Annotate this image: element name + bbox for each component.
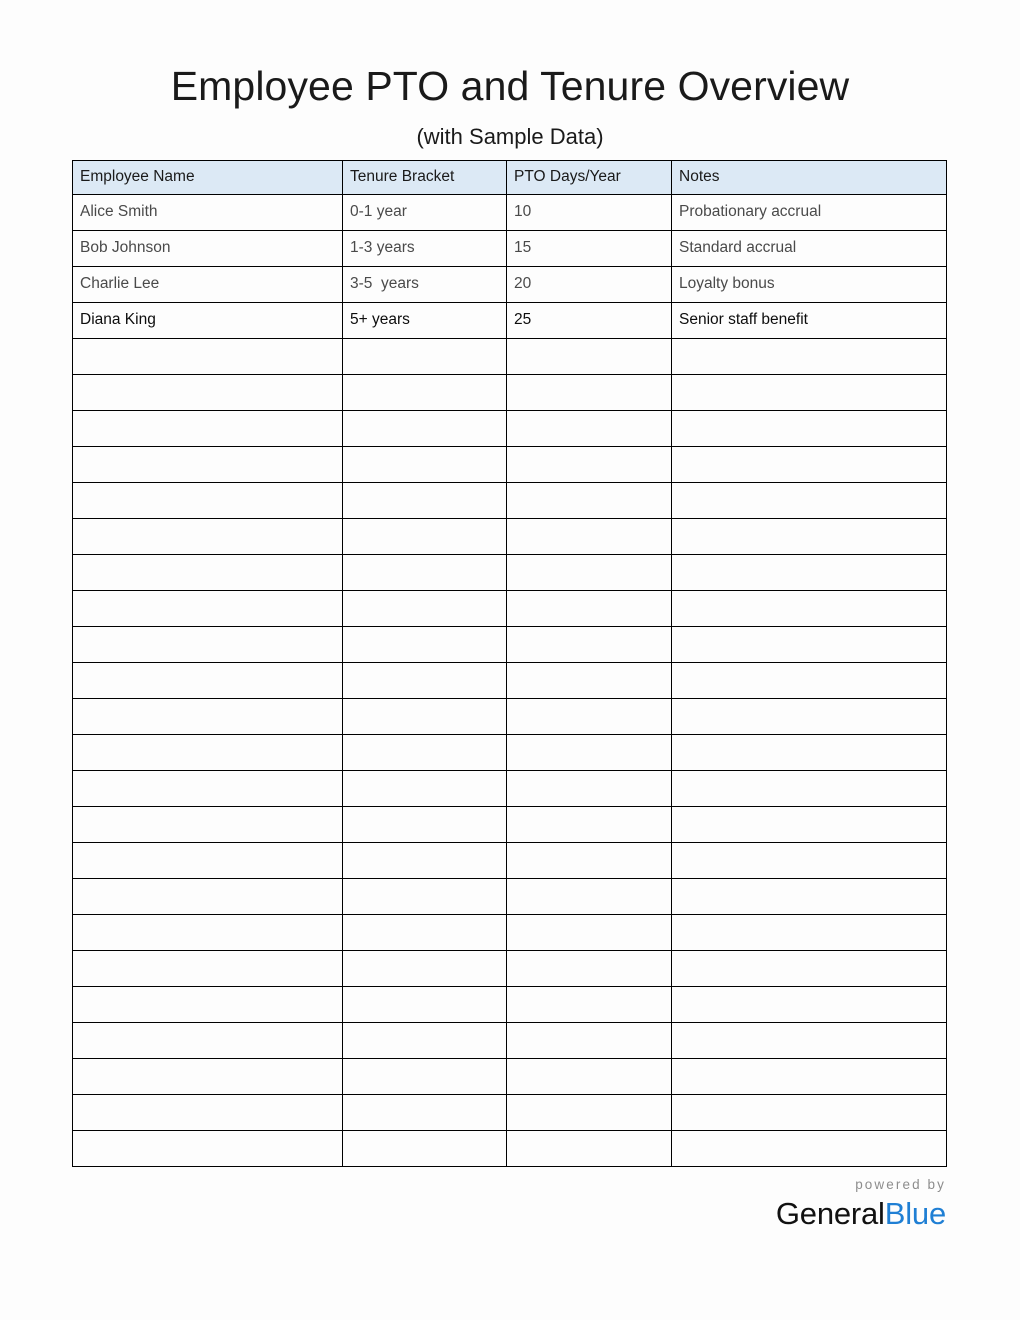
cell-employee_name-empty[interactable] (73, 987, 343, 1023)
cell-notes-empty[interactable] (672, 771, 947, 807)
cell-employee_name-empty[interactable] (73, 519, 343, 555)
cell-pto_days_year-empty[interactable] (507, 771, 672, 807)
table-row-empty (73, 1131, 947, 1167)
cell-tenure_bracket-empty[interactable] (343, 771, 507, 807)
cell-tenure_bracket[interactable]: 3-5 years (343, 267, 507, 303)
cell-tenure_bracket-empty[interactable] (343, 879, 507, 915)
brand-name (775, 1195, 946, 1231)
table-row-empty (73, 879, 947, 915)
cell-pto_days_year[interactable]: 10 (507, 195, 672, 231)
cell-employee_name-empty[interactable] (73, 771, 343, 807)
cell-tenure_bracket-empty[interactable] (343, 843, 507, 879)
cell-employee_name-empty[interactable] (73, 1095, 343, 1131)
cell-employee_name-empty[interactable] (73, 843, 343, 879)
cell-notes-empty[interactable] (672, 591, 947, 627)
cell-pto_days_year-empty[interactable] (507, 879, 672, 915)
table-row-empty (73, 1023, 947, 1059)
cell-pto_days_year-empty[interactable] (507, 987, 672, 1023)
cell-employee_name[interactable]: Charlie Lee (73, 267, 343, 303)
cell-notes-empty[interactable] (672, 483, 947, 519)
page-title: Employee PTO and Tenure Overview (170, 63, 850, 109)
cell-notes[interactable]: Loyalty bonus (672, 267, 947, 303)
cell-notes-empty[interactable] (672, 915, 947, 951)
cell-employee_name-empty[interactable] (73, 699, 343, 735)
cell-tenure_bracket-empty[interactable] (343, 411, 507, 447)
cell-tenure_bracket-empty[interactable] (343, 1059, 507, 1095)
table-row (73, 303, 947, 339)
cell-pto_days_year-empty[interactable] (507, 1059, 672, 1095)
cell-employee_name-empty[interactable] (73, 1059, 343, 1095)
cell-pto_days_year-empty[interactable] (507, 735, 672, 771)
column-header-pto-days-year: PTO Days/Year (507, 161, 672, 195)
cell-tenure_bracket-empty[interactable] (343, 699, 507, 735)
cell-employee_name[interactable]: Diana King (73, 303, 343, 339)
cell-pto_days_year[interactable]: 15 (507, 231, 672, 267)
table-row-empty (73, 555, 947, 591)
brand-name-general: General (775, 1195, 885, 1231)
table-row-empty (73, 1095, 947, 1131)
table-row-empty (73, 843, 947, 879)
table-row-empty (73, 987, 947, 1023)
cell-employee_name-empty[interactable] (73, 555, 343, 591)
cell-pto_days_year-empty[interactable] (507, 447, 672, 483)
column-header-tenure-bracket: Tenure Bracket (343, 161, 507, 195)
table-header (73, 161, 947, 195)
cell-tenure_bracket-empty[interactable] (343, 555, 507, 591)
cell-employee_name-empty[interactable] (73, 627, 343, 663)
cell-notes-empty[interactable] (672, 843, 947, 879)
cell-tenure_bracket-empty[interactable] (343, 519, 507, 555)
cell-employee_name-empty[interactable] (73, 807, 343, 843)
table-row-empty (73, 915, 947, 951)
cell-pto_days_year-empty[interactable] (507, 339, 672, 375)
cell-notes-empty[interactable] (672, 699, 947, 735)
cell-notes-empty[interactable] (672, 1059, 947, 1095)
cell-employee_name-empty[interactable] (73, 1131, 343, 1167)
cell-employee_name-empty[interactable] (73, 447, 343, 483)
table-header-row (73, 161, 947, 195)
cell-notes-empty[interactable] (672, 519, 947, 555)
cell-tenure_bracket-empty[interactable] (343, 951, 507, 987)
cell-tenure_bracket-empty[interactable] (343, 915, 507, 951)
cell-tenure_bracket-empty[interactable] (343, 663, 507, 699)
powered-by-label: powered by (855, 1177, 946, 1192)
cell-employee_name-empty[interactable] (73, 735, 343, 771)
cell-pto_days_year-empty[interactable] (507, 1095, 672, 1131)
cell-pto_days_year-empty[interactable] (507, 1131, 672, 1167)
cell-employee_name[interactable]: Bob Johnson (73, 231, 343, 267)
table-row-empty (73, 771, 947, 807)
column-header-employee-name: Employee Name (73, 161, 343, 195)
cell-notes-empty[interactable] (672, 807, 947, 843)
cell-pto_days_year-empty[interactable] (507, 699, 672, 735)
table-row-empty (73, 483, 947, 519)
cell-tenure_bracket-empty[interactable] (343, 1131, 507, 1167)
cell-employee_name-empty[interactable] (73, 879, 343, 915)
page-subtitle: (with Sample Data) (416, 124, 604, 149)
cell-pto_days_year-empty[interactable] (507, 555, 672, 591)
cell-pto_days_year-empty[interactable] (507, 1023, 672, 1059)
table-row (73, 195, 947, 231)
cell-pto_days_year-empty[interactable] (507, 915, 672, 951)
cell-employee_name-empty[interactable] (73, 483, 343, 519)
pto-table (72, 160, 947, 1167)
table-row-empty (73, 375, 947, 411)
brand-name-blue: Blue (884, 1195, 946, 1231)
table-row-empty (73, 627, 947, 663)
column-header-notes: Notes (672, 161, 947, 195)
table-row-empty (73, 519, 947, 555)
cell-notes-empty[interactable] (672, 735, 947, 771)
table-row-empty (73, 1059, 947, 1095)
cell-employee_name-empty[interactable] (73, 411, 343, 447)
cell-tenure_bracket[interactable]: 0-1 year (343, 195, 507, 231)
cell-tenure_bracket-empty[interactable] (343, 987, 507, 1023)
table-body (73, 195, 947, 1167)
table-row-empty (73, 663, 947, 699)
cell-notes-empty[interactable] (672, 1023, 947, 1059)
cell-pto_days_year[interactable]: 20 (507, 267, 672, 303)
cell-pto_days_year[interactable]: 25 (507, 303, 672, 339)
cell-tenure_bracket-empty[interactable] (343, 735, 507, 771)
table-row-empty (73, 735, 947, 771)
cell-pto_days_year-empty[interactable] (507, 951, 672, 987)
cell-tenure_bracket-empty[interactable] (343, 627, 507, 663)
cell-pto_days_year-empty[interactable] (507, 807, 672, 843)
cell-notes-empty[interactable] (672, 447, 947, 483)
table-row-empty (73, 699, 947, 735)
table-row-empty (73, 339, 947, 375)
cell-tenure_bracket-empty[interactable] (343, 339, 507, 375)
cell-notes-empty[interactable] (672, 879, 947, 915)
cell-notes-empty[interactable] (672, 1131, 947, 1167)
cell-employee_name-empty[interactable] (73, 951, 343, 987)
cell-employee_name-empty[interactable] (73, 339, 343, 375)
cell-tenure_bracket-empty[interactable] (343, 591, 507, 627)
cell-employee_name[interactable]: Alice Smith (73, 195, 343, 231)
cell-tenure_bracket-empty[interactable] (343, 447, 507, 483)
cell-employee_name-empty[interactable] (73, 915, 343, 951)
cell-notes-empty[interactable] (672, 339, 947, 375)
cell-tenure_bracket-empty[interactable] (343, 1023, 507, 1059)
cell-pto_days_year-empty[interactable] (507, 663, 672, 699)
cell-employee_name-empty[interactable] (73, 663, 343, 699)
cell-notes[interactable]: Senior staff benefit (672, 303, 947, 339)
table-row-empty (73, 411, 947, 447)
brand-logo (776, 1178, 946, 1229)
cell-tenure_bracket-empty[interactable] (343, 807, 507, 843)
cell-notes[interactable]: Probationary accrual (672, 195, 947, 231)
cell-employee_name-empty[interactable] (73, 375, 343, 411)
cell-pto_days_year-empty[interactable] (507, 627, 672, 663)
table-row-empty (73, 807, 947, 843)
cell-tenure_bracket[interactable]: 5+ years (343, 303, 507, 339)
table-row-empty (73, 591, 947, 627)
table-row (73, 267, 947, 303)
cell-notes-empty[interactable] (672, 411, 947, 447)
cell-notes-empty[interactable] (672, 627, 947, 663)
cell-pto_days_year-empty[interactable] (507, 411, 672, 447)
cell-notes[interactable]: Standard accrual (672, 231, 947, 267)
cell-employee_name-empty[interactable] (73, 1023, 343, 1059)
cell-tenure_bracket-empty[interactable] (343, 483, 507, 519)
cell-notes-empty[interactable] (672, 1095, 947, 1131)
cell-pto_days_year-empty[interactable] (507, 483, 672, 519)
table-row-empty (73, 951, 947, 987)
cell-tenure_bracket-empty[interactable] (343, 375, 507, 411)
cell-tenure_bracket[interactable]: 1-3 years (343, 231, 507, 267)
cell-notes-empty[interactable] (672, 987, 947, 1023)
cell-notes-empty[interactable] (672, 555, 947, 591)
table-row-empty (73, 447, 947, 483)
cell-pto_days_year-empty[interactable] (507, 843, 672, 879)
cell-notes-empty[interactable] (672, 375, 947, 411)
cell-tenure_bracket-empty[interactable] (343, 1095, 507, 1131)
cell-employee_name-empty[interactable] (73, 591, 343, 627)
table-row (73, 231, 947, 267)
cell-notes-empty[interactable] (672, 663, 947, 699)
pto-table-container (72, 160, 946, 1167)
cell-notes-empty[interactable] (672, 951, 947, 987)
cell-pto_days_year-empty[interactable] (507, 591, 672, 627)
cell-pto_days_year-empty[interactable] (507, 519, 672, 555)
cell-pto_days_year-empty[interactable] (507, 375, 672, 411)
